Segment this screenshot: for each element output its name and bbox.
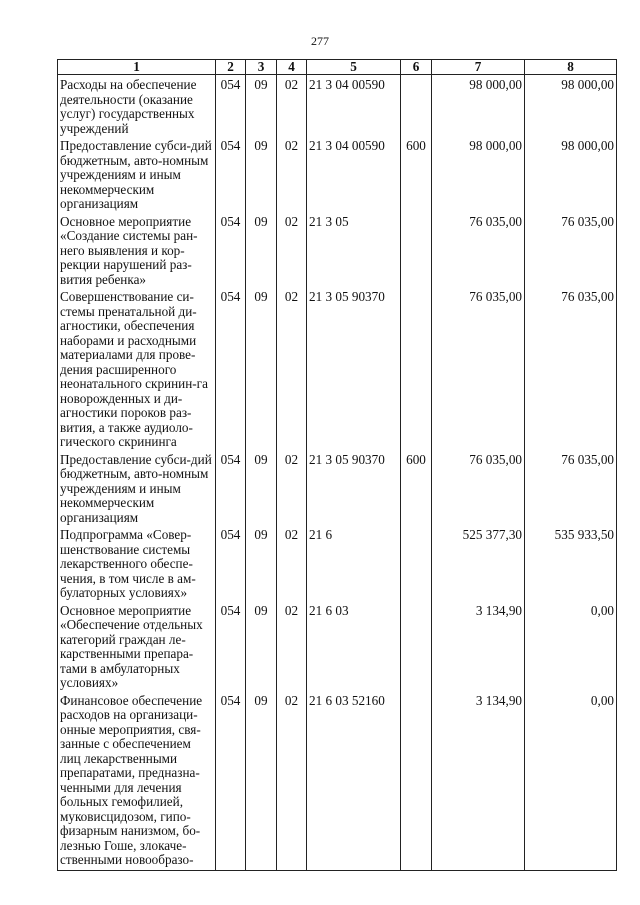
expense-type-code: 600 bbox=[401, 450, 432, 526]
expense-type-code bbox=[401, 691, 432, 871]
ministry-code: 054 bbox=[216, 287, 246, 450]
column-header: 8 bbox=[525, 60, 617, 75]
amount-col7: 76 035,00 bbox=[432, 287, 525, 450]
subsection-code: 02 bbox=[277, 601, 307, 691]
expense-name: Совершенствование си-стемы пренатальной ди-агностики, обеспечения наборами и расходными материалами для прове-дения расширенного неонатального скринин-га новорожденных и ди-агностики пороков раз-вития, а также аудиоло-гического скрининга bbox=[58, 287, 216, 450]
ministry-code: 054 bbox=[216, 212, 246, 288]
section-code: 09 bbox=[246, 75, 277, 137]
target-article-code: 21 3 05 90370 bbox=[307, 450, 401, 526]
page-number: 277 bbox=[311, 34, 329, 48]
table-row bbox=[58, 75, 617, 137]
column-header: 5 bbox=[307, 60, 401, 75]
table-row bbox=[58, 601, 617, 691]
expense-type-code bbox=[401, 287, 432, 450]
subsection-code: 02 bbox=[277, 212, 307, 288]
section-code: 09 bbox=[246, 525, 277, 601]
target-article-code: 21 3 05 bbox=[307, 212, 401, 288]
expense-name: Финансовое обеспечение расходов на организаци-онные мероприятия, свя-занные с обеспечением лиц лекарственными препаратами, предназна-ченными для лечения больных гемофилией, муковисцидозом, гипо-физарным нанизмом, бо-лезнью Гоше, злокаче-ственными новообразо- bbox=[58, 691, 216, 871]
table-row bbox=[58, 287, 617, 450]
target-article-code: 21 3 05 90370 bbox=[307, 287, 401, 450]
amount-col8: 0,00 bbox=[525, 691, 617, 871]
target-article-code: 21 6 03 bbox=[307, 601, 401, 691]
ministry-code: 054 bbox=[216, 691, 246, 871]
section-code: 09 bbox=[246, 601, 277, 691]
amount-col7: 3 134,90 bbox=[432, 601, 525, 691]
column-header: 4 bbox=[277, 60, 307, 75]
subsection-code: 02 bbox=[277, 287, 307, 450]
table-row bbox=[58, 525, 617, 601]
section-code: 09 bbox=[246, 287, 277, 450]
expense-name: Расходы на обеспечение деятельности (оказание услуг) государственных учреждений bbox=[58, 75, 216, 137]
expense-type-code bbox=[401, 212, 432, 288]
expense-name: Основное мероприятие «Обеспечение отдельных категорий граждан ле-карственными препара-тами в амбулаторных условиях» bbox=[58, 601, 216, 691]
table-header-row bbox=[58, 60, 617, 75]
target-article-code: 21 6 03 52160 bbox=[307, 691, 401, 871]
subsection-code: 02 bbox=[277, 75, 307, 137]
subsection-code: 02 bbox=[277, 450, 307, 526]
amount-col8: 76 035,00 bbox=[525, 287, 617, 450]
amount-col8: 98 000,00 bbox=[525, 75, 617, 137]
subsection-code: 02 bbox=[277, 691, 307, 871]
ministry-code: 054 bbox=[216, 525, 246, 601]
amount-col7: 76 035,00 bbox=[432, 212, 525, 288]
amount-col8: 98 000,00 bbox=[525, 136, 617, 212]
amount-col7: 3 134,90 bbox=[432, 691, 525, 871]
table-row bbox=[58, 691, 617, 871]
amount-col7: 98 000,00 bbox=[432, 75, 525, 137]
amount-col8: 76 035,00 bbox=[525, 212, 617, 288]
column-header: 2 bbox=[216, 60, 246, 75]
column-header: 1 bbox=[58, 60, 216, 75]
expense-type-code: 600 bbox=[401, 136, 432, 212]
amount-col8: 76 035,00 bbox=[525, 450, 617, 526]
table-row bbox=[58, 450, 617, 526]
budget-table bbox=[57, 59, 617, 871]
ministry-code: 054 bbox=[216, 601, 246, 691]
column-header: 7 bbox=[432, 60, 525, 75]
column-header: 3 bbox=[246, 60, 277, 75]
ministry-code: 054 bbox=[216, 75, 246, 137]
target-article-code: 21 3 04 00590 bbox=[307, 75, 401, 137]
expense-type-code bbox=[401, 525, 432, 601]
ministry-code: 054 bbox=[216, 450, 246, 526]
section-code: 09 bbox=[246, 212, 277, 288]
expense-name: Предоставление субси-дий бюджетным, авто-номным учреждениям и иным некоммерческим организациям bbox=[58, 450, 216, 526]
expense-type-code bbox=[401, 75, 432, 137]
expense-type-code bbox=[401, 601, 432, 691]
table-row bbox=[58, 136, 617, 212]
subsection-code: 02 bbox=[277, 525, 307, 601]
target-article-code: 21 6 bbox=[307, 525, 401, 601]
subsection-code: 02 bbox=[277, 136, 307, 212]
section-code: 09 bbox=[246, 691, 277, 871]
section-code: 09 bbox=[246, 450, 277, 526]
column-header: 6 bbox=[401, 60, 432, 75]
ministry-code: 054 bbox=[216, 136, 246, 212]
amount-col8: 535 933,50 bbox=[525, 525, 617, 601]
expense-name: Предоставление субси-дий бюджетным, авто-номным учреждениям и иным некоммерческим организациям bbox=[58, 136, 216, 212]
amount-col8: 0,00 bbox=[525, 601, 617, 691]
expense-name: Подпрограмма «Совер-шенствование системы лекарственного обеспе-чения, в том числе в ам-булаторных условиях» bbox=[58, 525, 216, 601]
amount-col7: 76 035,00 bbox=[432, 450, 525, 526]
amount-col7: 525 377,30 bbox=[432, 525, 525, 601]
expense-name: Основное мероприятие «Создание системы ран-него выявления и кор-рекции нарушений раз-вития ребенка» bbox=[58, 212, 216, 288]
target-article-code: 21 3 04 00590 bbox=[307, 136, 401, 212]
amount-col7: 98 000,00 bbox=[432, 136, 525, 212]
section-code: 09 bbox=[246, 136, 277, 212]
table-row bbox=[58, 212, 617, 288]
